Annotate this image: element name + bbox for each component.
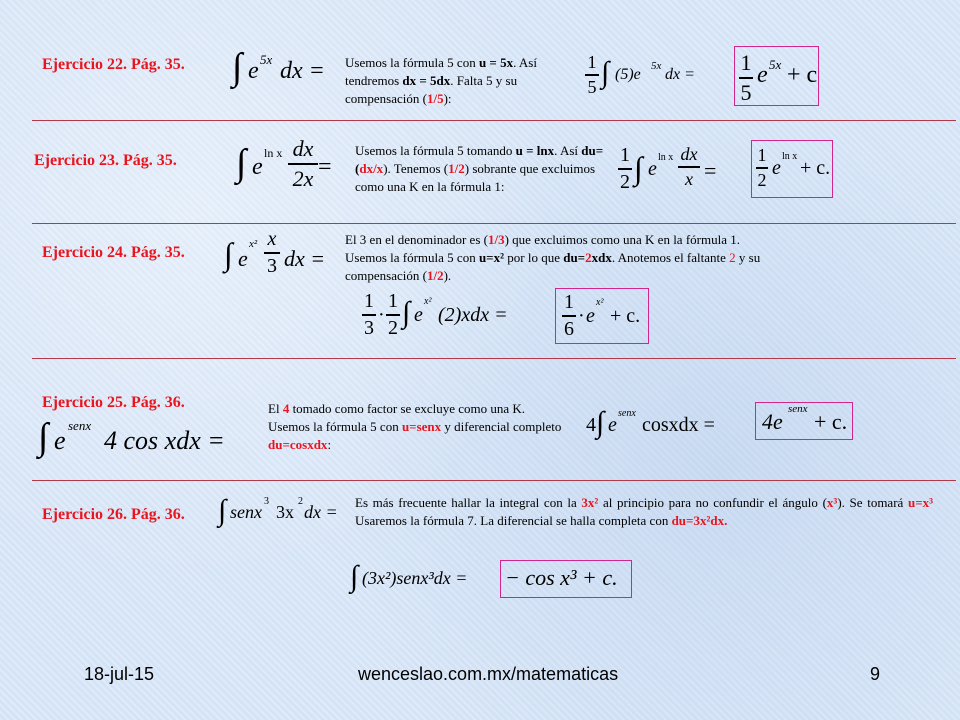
integral-sign-icon: ∫ bbox=[218, 494, 227, 527]
divider bbox=[32, 358, 956, 359]
exercise-26-answer-box bbox=[500, 560, 632, 598]
exercise-25-title: Ejercicio 25. Pág. 36. bbox=[42, 394, 185, 411]
exercise-24-note: El 3 en el denominador es (1/3) que excluimos como una K en la fórmula 1. Usemos la fórmula 5 con u=x² por lo que du=2xdx. Anotemos el faltante 2 y su compensación (1/2). bbox=[345, 232, 761, 283]
exercise-23-integral: ∫ e ln x dx 2x = bbox=[236, 136, 332, 191]
exercise-26-step: ∫ (3x²)senx³dx = bbox=[350, 560, 468, 593]
exercise-24-title: Ejercicio 24. Pág. 35. bbox=[42, 244, 185, 261]
exercise-26-integral: ∫ senx 3 3x 2 dx = bbox=[218, 494, 338, 527]
exercise-23-answer-box bbox=[751, 140, 833, 198]
exercise-24-step: 1 3 · 1 2 ∫ e x² (2)xdx = bbox=[364, 290, 508, 339]
integral-sign-icon: ∫ bbox=[601, 56, 610, 89]
exercise-25-step: 4 ∫ e senx cosxdx = bbox=[586, 406, 715, 439]
exercise-22-note: Usemos la fórmula 5 con u = 5x. Así tendremos dx = 5dx. Falta 5 y su compensación (1/5): bbox=[345, 55, 537, 106]
exercise-23-title: Ejercicio 23. Pág. 35. bbox=[34, 152, 177, 169]
exercise-26-title: Ejercicio 26. Pág. 36. bbox=[42, 506, 185, 523]
exercise-26-note: Es más frecuente hallar la integral con la 3x² al principio para no confundir el ángulo (x³). Se tomará u=x³ Usaremos la fórmula 7. La diferencial se halla completa con du=3x²dx. bbox=[355, 495, 934, 528]
exercise-22-integral: ∫ e 5x dx = bbox=[232, 46, 325, 88]
exercise-22-title: Ejercicio 22. Pág. 35. bbox=[42, 56, 185, 73]
exercise-24-answer: 1 6 · e x² + c. bbox=[564, 291, 641, 340]
exercise-23-answer: 1 2 e ln x + c. bbox=[757, 145, 831, 190]
exercise-22-answer-box bbox=[734, 46, 819, 106]
exercise-25-note: El 4 tomado como factor se excluye como una K. Usemos la fórmula 5 con u=senx y diferencial completo du=cosxdx: bbox=[268, 401, 562, 452]
exercise-25-answer: 4e senx + c. bbox=[762, 403, 848, 434]
exercise-26-answer: − cos x³ + c. bbox=[505, 565, 618, 590]
integral-sign-icon: ∫ bbox=[232, 46, 243, 88]
exercise-22-step: 1 5 ∫ (5)e 5x dx = bbox=[585, 52, 695, 96]
exercise-22-answer: 1 5 e 5x + c bbox=[740, 50, 818, 105]
integral-sign-icon: ∫ bbox=[634, 150, 643, 186]
integral-sign-icon: ∫ bbox=[350, 560, 359, 593]
integral-sign-icon: ∫ bbox=[224, 236, 233, 272]
integral-sign-icon: ∫ bbox=[38, 416, 49, 458]
exercise-23-step: 1 2 ∫ e ln x dx x = bbox=[620, 144, 717, 193]
integral-sign-icon: ∫ bbox=[596, 406, 605, 439]
exercise-24-integral: ∫ e x² x 3 dx = bbox=[224, 228, 326, 277]
integral-sign-icon: ∫ bbox=[402, 296, 411, 329]
divider bbox=[32, 223, 956, 224]
page-number: 9 bbox=[870, 664, 881, 684]
exercise-25-integral: ∫ e senx 4 cos xdx = bbox=[38, 416, 225, 458]
divider bbox=[32, 480, 956, 481]
footer-website: wenceslao.com.mx/matematicas bbox=[358, 664, 619, 684]
integral-sign-icon: ∫ bbox=[236, 142, 247, 184]
exercise-23-note: Usemos la fórmula 5 tomando u = lnx. Así du=(dx/x). Tenemos (1/2) sobrante que excluimos como una K en la fórmula 1: bbox=[355, 143, 604, 194]
divider bbox=[32, 120, 956, 121]
exercise-25-answer-box bbox=[755, 402, 853, 440]
footer-date: 18-jul-15 bbox=[84, 664, 155, 684]
exercise-24-answer-box bbox=[555, 288, 649, 344]
